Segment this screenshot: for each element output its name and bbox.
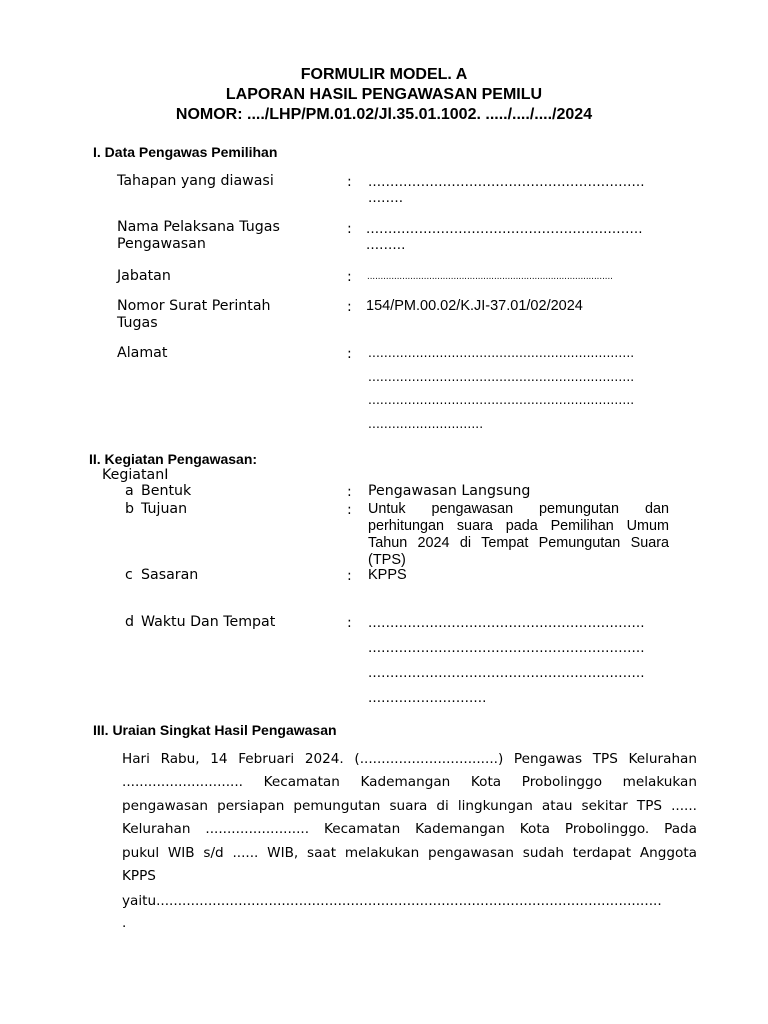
form-title: FORMULIR MODEL. A xyxy=(300,66,468,83)
nomor-surat-label: Nomor Surat Perintah xyxy=(117,298,271,314)
tujuan-line-2: perhitungan suara pada Pemilihan Umum xyxy=(368,518,669,534)
uraian-line-1: Hari Rabu, 14 Februari 2024. (................................) Pengawas TPS Kelurahan xyxy=(122,751,697,767)
uraian-line-8: . xyxy=(122,915,127,931)
uraian-line-5: pukul WIB s/d ...... WIB, saat melakukan pengawasan sudah terdapat Anggota xyxy=(122,845,697,861)
uraian-line-6: KPPS xyxy=(122,868,156,884)
waktu-colon: : xyxy=(347,615,352,631)
section-3-heading: III. Uraian Singkat Hasil Pengawasan xyxy=(93,722,337,738)
tahapan-label: Tahapan yang diawasi xyxy=(117,173,274,189)
waktu-line-2: ............................................................... xyxy=(368,640,645,656)
sasaran-value: KPPS xyxy=(368,567,407,583)
alamat-label: Alamat xyxy=(117,345,168,361)
report-title: LAPORAN HASIL PENGAWASAN PEMILU xyxy=(225,86,543,103)
alamat-colon: : xyxy=(347,346,352,362)
sasaran-label: Sasaran xyxy=(141,567,199,583)
jabatan-value: ........................................................................................... xyxy=(367,272,613,282)
waktu-line-1: ............................................................... xyxy=(368,615,645,631)
tujuan-label: Tujuan xyxy=(141,501,188,517)
jabatan-colon: : xyxy=(347,269,352,285)
alamat-line-1: ................................................................... xyxy=(368,346,635,360)
kegiatan-label: KegiatanI xyxy=(102,467,169,483)
nama-colon: : xyxy=(347,221,352,237)
uraian-line-2: ............................ Kecamatan Kademangan Kota Probolinggo melakukan xyxy=(122,774,697,790)
nomor-surat-value: 154/PM.00.02/K.JI-37.01/02/2024 xyxy=(366,298,583,314)
bentuk-letter: a xyxy=(125,483,134,499)
tahapan-value-cont: ........ xyxy=(368,190,404,206)
tujuan-letter: b xyxy=(125,501,135,517)
alamat-line-3: ................................................................... xyxy=(368,393,635,407)
waktu-letter: d xyxy=(125,614,135,630)
waktu-label: Waktu Dan Tempat xyxy=(141,614,276,630)
tujuan-line-4: (TPS) xyxy=(368,552,406,568)
bentuk-value: Pengawasan Langsung xyxy=(368,483,531,499)
uraian-line-4: Kelurahan ........................ Kecamatan Kademangan Kota Probolinggo. Pada xyxy=(122,821,697,837)
nama-label: Nama Pelaksana Tugas xyxy=(117,219,280,235)
tahapan-colon: : xyxy=(347,174,352,190)
waktu-line-4: ........................... xyxy=(368,690,487,706)
uraian-line-3: pengawasan persiapan pemungutan suara di lingkungan atau sekitar TPS ...... xyxy=(122,798,697,814)
sasaran-letter: c xyxy=(125,567,133,583)
bentuk-label: Bentuk xyxy=(141,483,192,499)
waktu-line-3: ............................................................... xyxy=(368,665,645,681)
nomor-surat-colon: : xyxy=(347,299,352,315)
tahapan-value: ............................................................... xyxy=(368,174,645,190)
nama-label-cont: Pengawasan xyxy=(117,236,206,252)
sasaran-colon: : xyxy=(347,568,352,584)
nama-value: ............................................................... xyxy=(366,221,643,237)
section-2-heading: II. Kegiatan Pengawasan: xyxy=(89,451,258,467)
report-number: NOMOR: ..../LHP/PM.01.02/Jl.35.01.1002. ...../..../..../2024 xyxy=(175,106,593,123)
alamat-line-4: ............................. xyxy=(368,417,484,431)
jabatan-label: Jabatan xyxy=(117,268,171,284)
tujuan-line-3: Tahun 2024 di Tempat Pemungutan Suara xyxy=(368,535,669,551)
section-1-heading: I. Data Pengawas Pemilihan xyxy=(93,144,278,160)
nomor-surat-label-cont: Tugas xyxy=(117,315,158,331)
tujuan-line-1: Untuk pengawasan pemungutan dan xyxy=(368,501,669,517)
tujuan-colon: : xyxy=(347,502,352,518)
alamat-line-2: ................................................................... xyxy=(368,370,635,384)
nama-value-cont: ......... xyxy=(366,237,406,253)
bentuk-colon: : xyxy=(347,484,352,500)
uraian-line-7: yaitu..................................................................................................................... xyxy=(122,893,662,909)
